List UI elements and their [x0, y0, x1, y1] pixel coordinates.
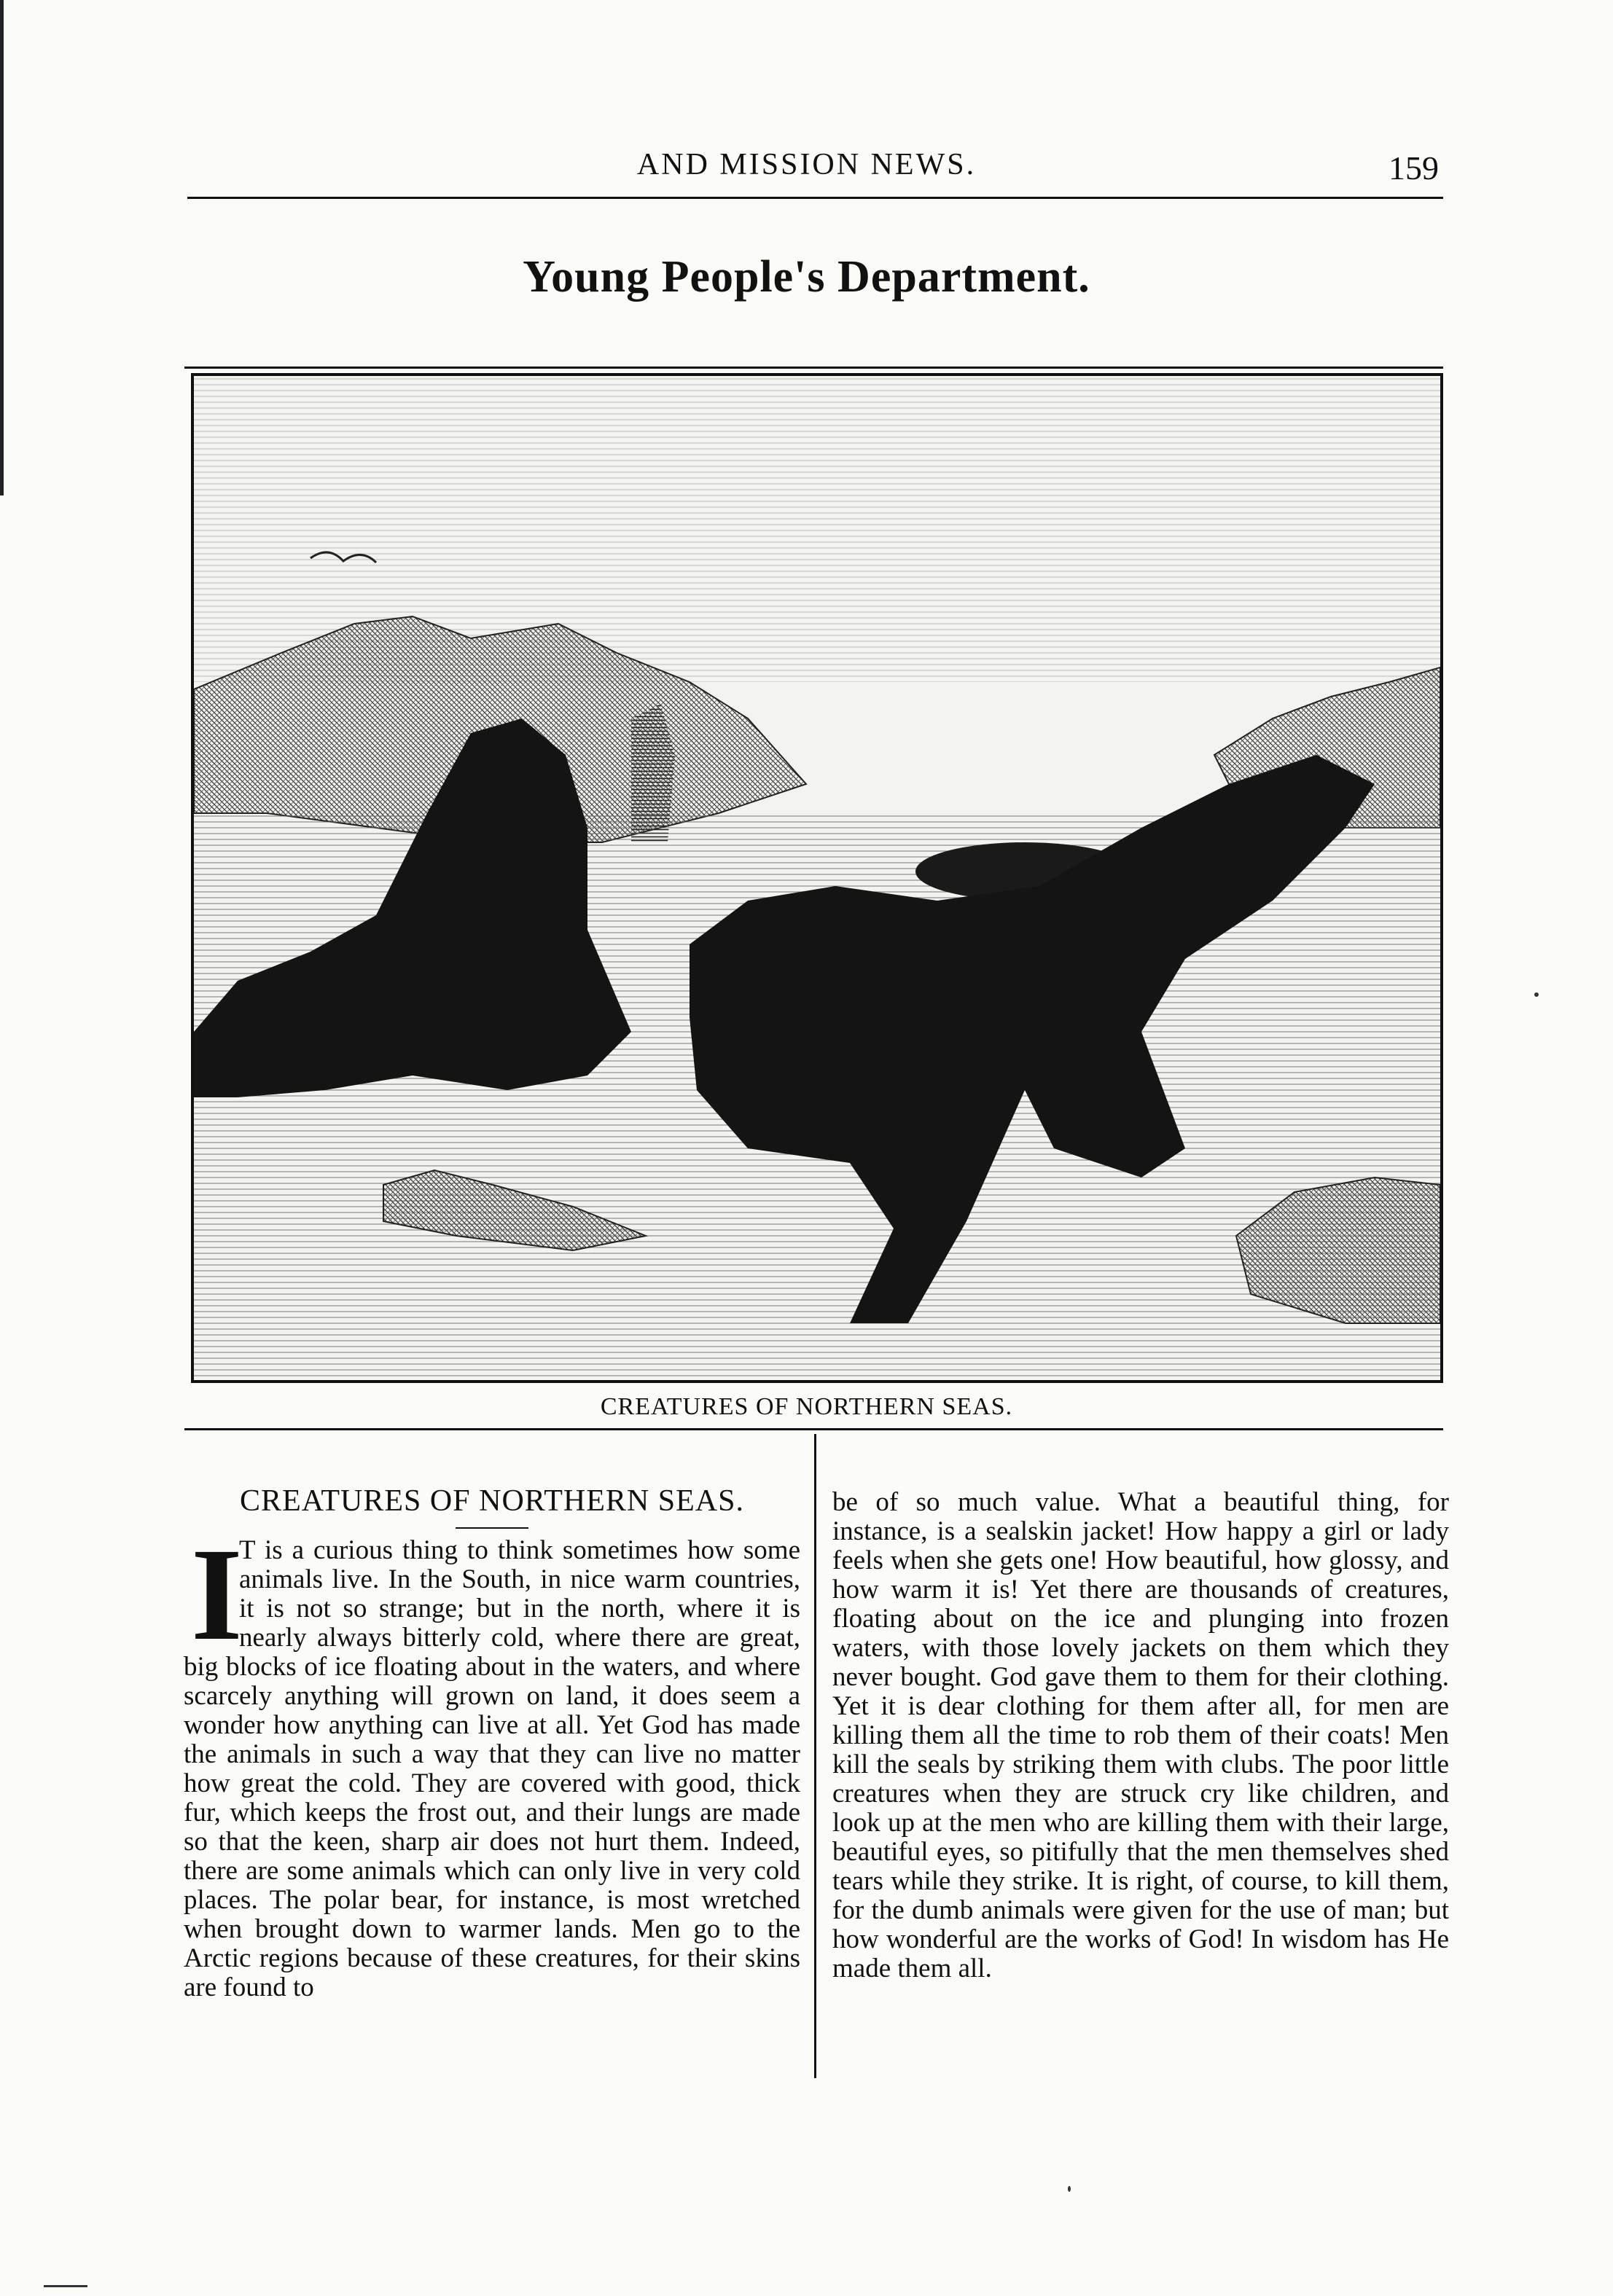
article-paragraph-right: be of so much value. What a beautiful thing, for instance, is a sealskin jacket! How happy a girl or lady feels when she gets one! How beautiful, how glossy, and how warm it is! Yet there are thousands of creatures, floating about on the ice and plunging into frozen waters, with those lovely jackets on them which they never bought. God gave them to them for their clothing. Yet it is dear clothing for them after all, for men are killing them all the time to rob them of their coats! Men kill the seals by striking them with clubs. The poor little creatures when they are struck cry like children, and look up at the men who are killing them with their large, beautiful eyes, so pitifully that the men themselves shed tears while they strike. It is right, of course, to kill them, for the dumb animals were given for the use of man; but how wonderful are the works of God! In wisdom has He made them all.: [832, 1487, 1449, 1983]
article-left-column: [184, 1486, 800, 2002]
article-right-column: [832, 1488, 1449, 1983]
page-speck: [1068, 2186, 1071, 2192]
illustration-caption: CREATURES OF NORTHERN SEAS.: [600, 1393, 1013, 1420]
column-divider: [814, 1434, 816, 2078]
article-heading: CREATURES OF NORTHERN SEAS.: [240, 1484, 744, 1518]
page-number: 159: [1389, 149, 1439, 187]
header-rule: [187, 197, 1443, 199]
running-head: AND MISSION NEWS.: [636, 148, 977, 181]
seals-engraving: [194, 376, 1440, 1380]
seals-illustration: [191, 373, 1443, 1383]
page-speck: [44, 2285, 87, 2287]
drop-cap: I: [191, 1521, 243, 1668]
heading-rule: [456, 1527, 528, 1529]
caption-rule: [184, 1428, 1443, 1430]
department-title: Young People's Department.: [523, 252, 1090, 302]
page-edge-line: [0, 0, 4, 495]
article-paragraph-left: T is a curious thing to think sometimes how some animals live. In the South, in nice warm countries, it is not so strange; but in the north, where it is nearly always bitterly cold, where there are great, big blocks of ice floating about in the waters, and where scarcely anything will grown on land, it does seem a wonder how anything can live at all. Yet God has made the animals in such a way that they can live no matter how great the cold. They are covered with good, thick fur, which keeps the frost out, and their lungs are made so that the keen, sharp air does not hurt them. Indeed, there are some animals which can only live in very cold places. The polar bear, for instance, is most wretched when brought down to warmer lands. Men go to the Arctic regions because of these creatures, for their skins are found to: [184, 1535, 800, 2002]
title-rule: [184, 367, 1443, 369]
page-speck: [1534, 992, 1539, 997]
